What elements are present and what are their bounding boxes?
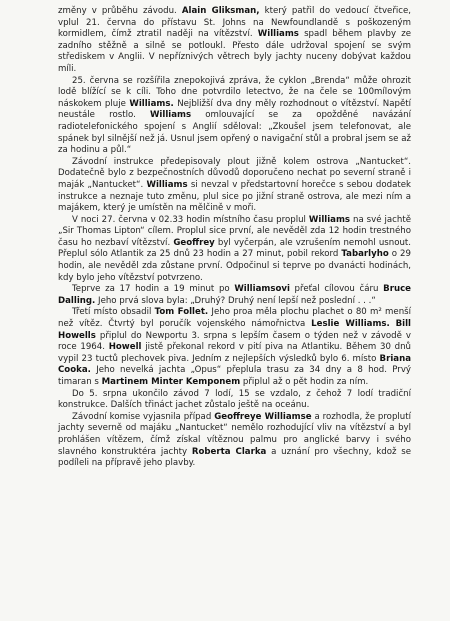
text-run: změny v průběhu závodu. bbox=[58, 6, 182, 16]
paragraph-4 bbox=[58, 215, 411, 285]
text-run: Závodní komise vyjasnila případ bbox=[72, 411, 215, 422]
text-run: na své jachtě „Sir Thomas Lipton“ cílem. Proplul sice první, ale nevěděl zda 12 hodin trestného času ho nezbaví vítězství. bbox=[58, 214, 411, 248]
text-run: spadl během plavby ze zadního stěžně a silně se potloukl. Přesto dále udržoval spojení se svým střediskem v Anglii. V nepříznivých větrech byly jachty nuceny dobývat každou míli. bbox=[58, 29, 411, 74]
paragraph-5 bbox=[58, 284, 411, 307]
paragraph-3 bbox=[58, 157, 411, 215]
text-run: Teprve za 17 hodin a 19 minut po bbox=[72, 284, 235, 295]
text-run: připlul až o pět hodin za ním. bbox=[240, 377, 369, 387]
name-williams: Williams bbox=[257, 29, 299, 40]
name-alain-gliksman: Alain Gliksman, bbox=[181, 6, 260, 16]
text-run: a uznání pro všechny, kdož se podíleli na přípravě jeho plavby. bbox=[58, 446, 411, 469]
name-williams: Williams bbox=[149, 110, 192, 121]
name-bruce-dalling: Bruce Dalling. bbox=[58, 284, 411, 306]
text-run: 25. června se rozšířila znepokojivá zpráva, že cyklon „Brenda“ může ohrozit lodě blížící se k cíli. Toho dne potvrdilo letectvo, že na čele se 100mílovým náskokem pluje bbox=[58, 75, 411, 109]
name-brian-cook: Briana Cooka. bbox=[58, 353, 411, 376]
name-martin-minter-kempon: Martinem Minter Kemponem bbox=[101, 377, 241, 387]
text-run: přeťal cílovou čáru bbox=[289, 284, 384, 295]
name-howell: Howell bbox=[108, 342, 142, 353]
text-run: omlouvající se za opožděné navázání radiotelefonického spojení s Anglií sděloval: „Zkoušel jsem telefonovat, ale spánek byl silnější než já. Usnul jsem opřený o navigační stůl a probral jsem se až za hodinu a půl.“ bbox=[58, 110, 411, 156]
name-bill-howells: Bill Howells bbox=[58, 319, 411, 341]
text-run: Jeho proa měla plochu plachet o 80 m² menší než vítěz. Čtvrtý byl poručík vojenského námořnictva bbox=[58, 307, 412, 330]
paragraph-2 bbox=[58, 76, 411, 157]
name-williams: Williams bbox=[308, 214, 351, 225]
name-geoffrey: Geoffrey bbox=[173, 237, 215, 248]
text-run: si nevzal v předstartovní horečce s sebou dodatek instrukce a neznaje tuto změnu, plul sice po jižní straně ostrova, ale mezi ním a majákem, který je umístěn na mělčině v moři. bbox=[58, 179, 411, 214]
text-run: V noci 27. června v 02.33 hodin místního času proplul bbox=[72, 214, 309, 225]
paragraph-6 bbox=[58, 307, 411, 388]
paragraph-1 bbox=[58, 6, 411, 76]
text-run: Třetí místo obsadil bbox=[72, 307, 155, 318]
name-robert-clark: Roberta Clarka bbox=[191, 446, 267, 457]
text-run: který patřil do vedoucí čtveřice, vplul 21. června do přístavu St. Johns na Newfoundlandě s poškozeným kormidlem, čímž ztratil naději na vítězství. bbox=[58, 6, 411, 40]
name-geoffrey-williams: Geoffreye Williamse bbox=[214, 411, 312, 422]
text-run: a rozhodla, že proplutí jachty severně od majáku „Nantucket“ nemělo rozhodující vliv na vítězství a byl prohlášen vítězem, čímž získal vítěznou palmu pro anglické barvy i svého slavného konstruktéra jachty bbox=[58, 411, 411, 457]
paragraph-8 bbox=[58, 412, 411, 470]
text-run: Do 5. srpna ukončilo závod 7 lodí, 15 se vzdalo, z čehož 7 lodí tradiční konstrukce. Dalších třináct jachet zůstalo ještě na oceánu. bbox=[58, 388, 411, 411]
text-run: jistě překonal rekord v pití piva na Atlantiku. Během 30 dnů vypil 23 tuctů plechovek piva. Jedním z nejlepších výsledků bylo 6. místo bbox=[58, 342, 412, 364]
paragraph-7 bbox=[58, 389, 411, 412]
text-run: Jeho prvá slova byla: „Druhý? Druhý není lepší než poslední . . .“ bbox=[95, 295, 376, 306]
document-page bbox=[58, 6, 411, 470]
name-williamsovi: Williamsovi bbox=[234, 284, 290, 295]
name-leslie-williams: Leslie Williams. bbox=[311, 319, 390, 330]
text-run: o 29 hodin, ale nevěděl zda zůstane první. Odpočinul si teprve po dvanácti hodinách, kdy bylo jeho vítězství potvrzeno. bbox=[58, 249, 411, 283]
text-run: Závodní instrukce předepisovaly plout jižně kolem ostrova „Nantucket“. Dodatečně bylo z bezpečnostních důvodů doporučeno nechat po severní straně i maják „Nantucket“. bbox=[58, 156, 411, 190]
text-run: byl vyčerpán, ale vzrušením nemohl usnout. Přeplul sólo Atlantik za 25 dnů 23 hodin a 27 minut, pobil rekord bbox=[58, 237, 412, 260]
name-williams: Williams bbox=[146, 179, 188, 190]
name-tabarly: Tabarlyho bbox=[341, 249, 389, 260]
name-tom-follet: Tom Follet. bbox=[154, 307, 209, 318]
text-run: Jeho nevelká jachta „Opus“ přeplula trasu za 34 dny a 8 hod. Prvý timaran s bbox=[58, 365, 411, 387]
text-run: připlul do Newportu 3. srpna s lepším časem o týden než v závodě v roce 1964. bbox=[58, 330, 411, 353]
text-run: Nejbližší dva dny měly rozhodnout o vítězství. Napětí neustále rostlo. bbox=[58, 98, 412, 121]
name-williams: Williams. bbox=[129, 98, 174, 109]
